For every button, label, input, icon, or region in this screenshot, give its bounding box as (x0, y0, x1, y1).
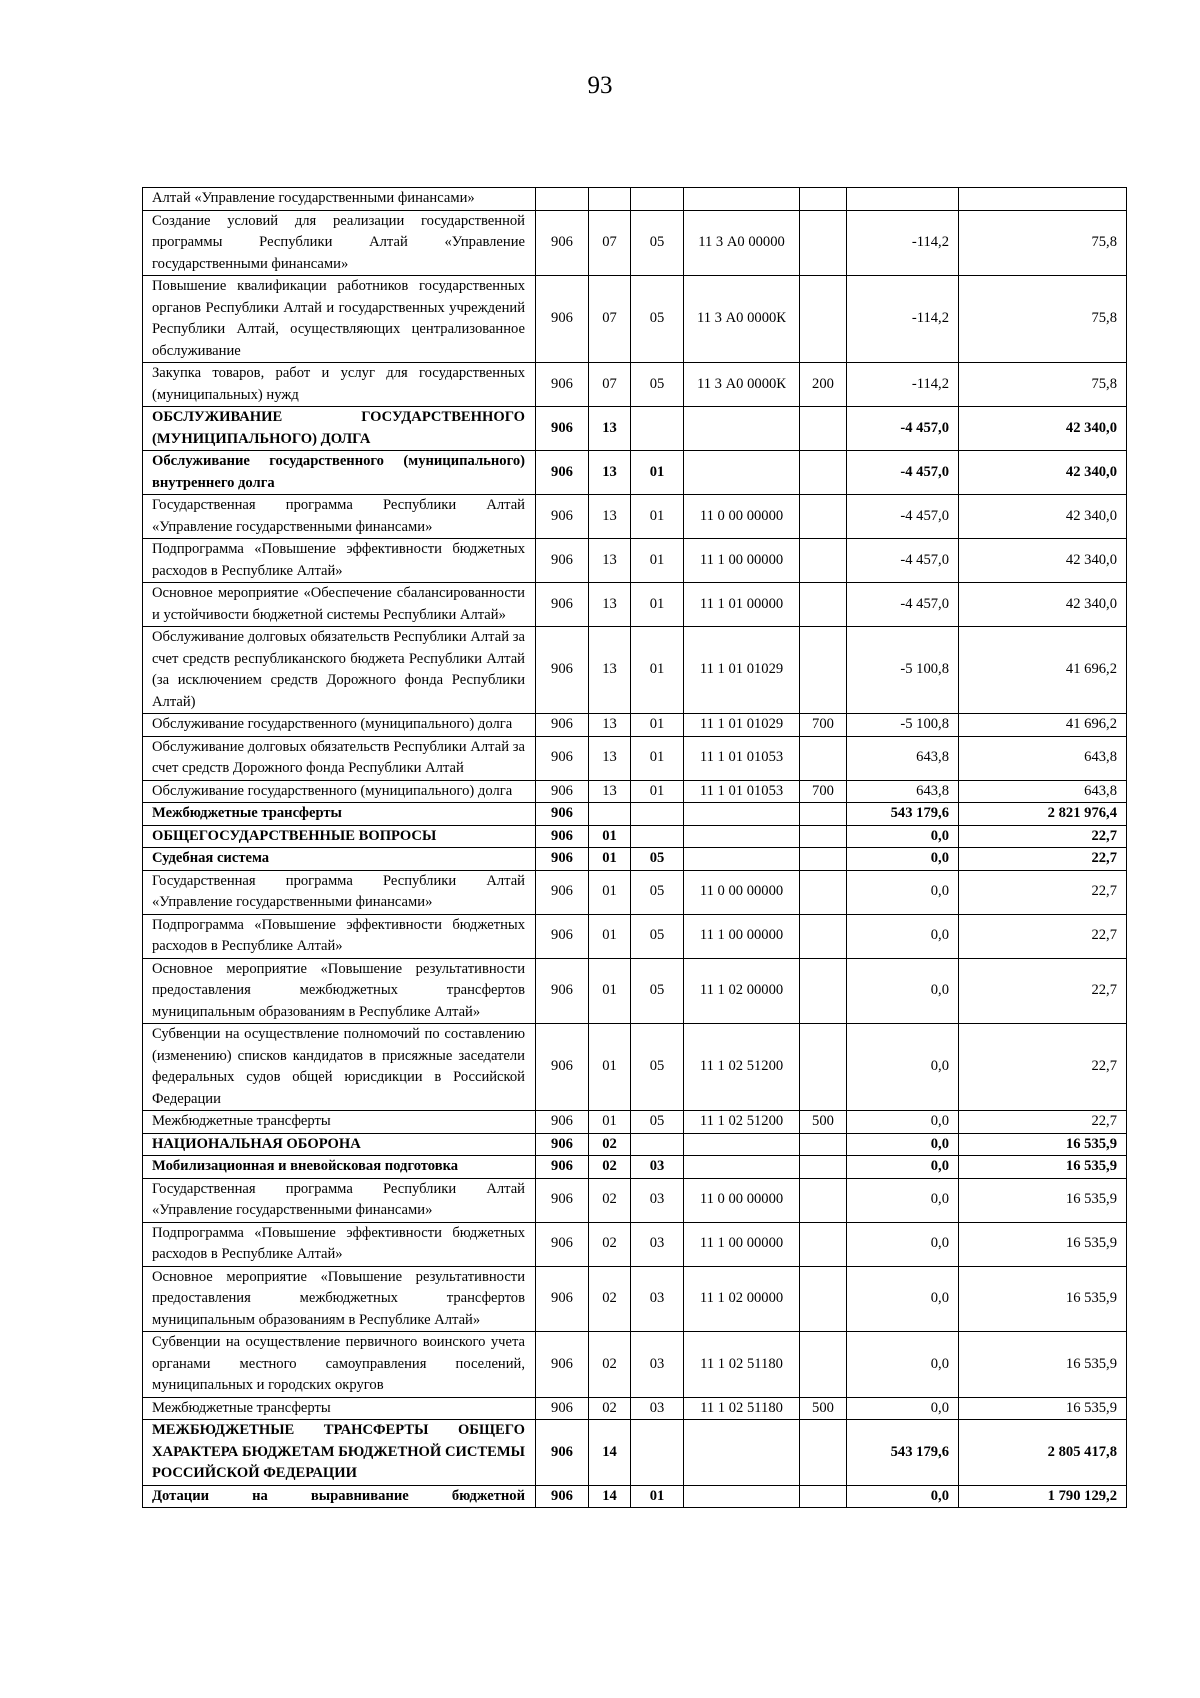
cell-name: Подпрограмма «Повышение эффективности бюджетных расходов в Республике Алтай» (143, 914, 536, 958)
cell-section: 02 (589, 1178, 631, 1222)
cell-expense-type (800, 1156, 847, 1179)
cell-amount-total: 22,7 (959, 870, 1127, 914)
cell-name: Основное мероприятие «Обеспечение сбалансированности и устойчивости бюджетной системы Республики Алтай» (143, 583, 536, 627)
cell-expense-type: 700 (800, 780, 847, 803)
cell-grbs: 906 (536, 1397, 589, 1420)
cell-amount-change: 0,0 (847, 1133, 959, 1156)
cell-name: Межбюджетные трансферты (143, 1111, 536, 1134)
cell-amount-total: 22,7 (959, 848, 1127, 871)
table-row (143, 1111, 1127, 1134)
cell-expense-type (800, 736, 847, 780)
cell-amount-change: 0,0 (847, 1266, 959, 1332)
cell-amount-change: 0,0 (847, 958, 959, 1024)
cell-target-article: 11 1 01 01029 (684, 627, 800, 714)
cell-name: Межбюджетные трансферты (143, 1397, 536, 1420)
cell-name: НАЦИОНАЛЬНАЯ ОБОРОНА (143, 1133, 536, 1156)
cell-grbs: 906 (536, 407, 589, 451)
cell-section: 02 (589, 1222, 631, 1266)
cell-expense-type: 200 (800, 363, 847, 407)
table-row (143, 1024, 1127, 1111)
cell-target-article: 11 1 00 00000 (684, 539, 800, 583)
cell-amount-total: 75,8 (959, 210, 1127, 276)
cell-expense-type (800, 539, 847, 583)
table-row (143, 1332, 1127, 1398)
cell-grbs: 906 (536, 803, 589, 826)
cell-expense-type (800, 870, 847, 914)
cell-grbs: 906 (536, 495, 589, 539)
cell-name: Государственная программа Республики Алтай «Управление государственными финансами» (143, 870, 536, 914)
cell-section: 14 (589, 1420, 631, 1486)
cell-target-article: 11 3 А0 0000К (684, 363, 800, 407)
cell-expense-type (800, 583, 847, 627)
cell-expense-type (800, 1266, 847, 1332)
cell-name: Субвенции на осуществление полномочий по составлению (изменению) списков кандидатов в присяжные заседатели федеральных судов общей юрисдикции в Российской Федерации (143, 1024, 536, 1111)
cell-name: Государственная программа Республики Алтай «Управление государственными финансами» (143, 495, 536, 539)
cell-name: Повышение квалификации работников государственных органов Республики Алтай и государственных учреждений Республики Алтай, осуществляющих централизованное обслуживание (143, 276, 536, 363)
cell-section: 01 (589, 870, 631, 914)
table-row (143, 1178, 1127, 1222)
table-row (143, 780, 1127, 803)
cell-amount-change: -4 457,0 (847, 407, 959, 451)
table-row (143, 1485, 1127, 1508)
cell-target-article: 11 1 02 51200 (684, 1024, 800, 1111)
cell-amount-total: 22,7 (959, 1111, 1127, 1134)
table-row (143, 1222, 1127, 1266)
cell-grbs: 906 (536, 825, 589, 848)
cell-target-article (684, 1485, 800, 1508)
cell-name: Обслуживание государственного (муниципального) долга (143, 780, 536, 803)
cell-name: Алтай «Управление государственными финансами» (143, 188, 536, 211)
table-row (143, 210, 1127, 276)
table-row (143, 583, 1127, 627)
cell-subsection: 01 (631, 1485, 684, 1508)
cell-amount-total: 22,7 (959, 958, 1127, 1024)
cell-amount-change: -5 100,8 (847, 714, 959, 737)
table-row (143, 958, 1127, 1024)
table-row (143, 188, 1127, 211)
cell-target-article (684, 407, 800, 451)
cell-subsection: 01 (631, 714, 684, 737)
cell-amount-total: 75,8 (959, 363, 1127, 407)
cell-amount-change: 643,8 (847, 736, 959, 780)
cell-expense-type (800, 210, 847, 276)
cell-name: Обслуживание государственного (муниципального) внутреннего долга (143, 451, 536, 495)
cell-subsection (631, 825, 684, 848)
cell-target-article: 11 1 00 00000 (684, 1222, 800, 1266)
cell-amount-total: 16 535,9 (959, 1397, 1127, 1420)
cell-amount-total: 16 535,9 (959, 1332, 1127, 1398)
cell-expense-type (800, 803, 847, 826)
cell-subsection (631, 188, 684, 211)
cell-amount-change: -114,2 (847, 276, 959, 363)
cell-amount-total: 2 805 417,8 (959, 1420, 1127, 1486)
page-number: 93 (587, 72, 613, 99)
cell-section: 13 (589, 780, 631, 803)
cell-name: Создание условий для реализации государственной программы Республики Алтай «Управление государственными финансами» (143, 210, 536, 276)
cell-name: Обслуживание долговых обязательств Республики Алтай за счет средств Дорожного фонда Республики Алтай (143, 736, 536, 780)
cell-grbs: 906 (536, 583, 589, 627)
cell-subsection: 03 (631, 1266, 684, 1332)
cell-expense-type (800, 1024, 847, 1111)
cell-subsection: 03 (631, 1222, 684, 1266)
cell-grbs (536, 188, 589, 211)
cell-target-article (684, 188, 800, 211)
cell-amount-total: 42 340,0 (959, 451, 1127, 495)
cell-expense-type (800, 1485, 847, 1508)
cell-amount-change (847, 188, 959, 211)
cell-target-article: 11 1 02 00000 (684, 1266, 800, 1332)
cell-amount-change: 0,0 (847, 825, 959, 848)
cell-grbs: 906 (536, 276, 589, 363)
cell-expense-type (800, 1222, 847, 1266)
cell-section: 01 (589, 825, 631, 848)
cell-section: 01 (589, 1111, 631, 1134)
cell-expense-type (800, 914, 847, 958)
cell-grbs: 906 (536, 1332, 589, 1398)
table-row (143, 848, 1127, 871)
cell-expense-type (800, 1178, 847, 1222)
cell-name: Судебная система (143, 848, 536, 871)
cell-expense-type (800, 825, 847, 848)
cell-amount-change: -5 100,8 (847, 627, 959, 714)
cell-subsection: 01 (631, 495, 684, 539)
cell-target-article (684, 1156, 800, 1179)
cell-expense-type: 700 (800, 714, 847, 737)
cell-target-article: 11 1 01 01053 (684, 736, 800, 780)
cell-grbs: 906 (536, 714, 589, 737)
cell-target-article: 11 1 01 00000 (684, 583, 800, 627)
cell-amount-change: 0,0 (847, 1397, 959, 1420)
cell-target-article: 11 1 02 51180 (684, 1397, 800, 1420)
cell-name: Межбюджетные трансферты (143, 803, 536, 826)
cell-section: 02 (589, 1332, 631, 1398)
cell-subsection: 05 (631, 958, 684, 1024)
cell-section: 01 (589, 914, 631, 958)
cell-expense-type (800, 848, 847, 871)
cell-amount-total: 22,7 (959, 825, 1127, 848)
cell-amount-total: 16 535,9 (959, 1222, 1127, 1266)
table-row (143, 1133, 1127, 1156)
cell-target-article: 11 1 02 00000 (684, 958, 800, 1024)
cell-subsection: 05 (631, 363, 684, 407)
cell-section: 13 (589, 539, 631, 583)
cell-subsection: 05 (631, 870, 684, 914)
cell-expense-type: 500 (800, 1111, 847, 1134)
cell-target-article: 11 0 00 00000 (684, 870, 800, 914)
cell-amount-total: 41 696,2 (959, 714, 1127, 737)
table-row (143, 407, 1127, 451)
table-row (143, 736, 1127, 780)
cell-subsection: 03 (631, 1156, 684, 1179)
cell-target-article (684, 1420, 800, 1486)
cell-grbs: 906 (536, 736, 589, 780)
table-row (143, 495, 1127, 539)
cell-amount-change: -114,2 (847, 210, 959, 276)
cell-name: Закупка товаров, работ и услуг для государственных (муниципальных) нужд (143, 363, 536, 407)
cell-subsection (631, 1420, 684, 1486)
cell-name: ОБЩЕГОСУДАРСТВЕННЫЕ ВОПРОСЫ (143, 825, 536, 848)
cell-name: МЕЖБЮДЖЕТНЫЕ ТРАНСФЕРТЫ ОБЩЕГО ХАРАКТЕРА БЮДЖЕТАМ БЮДЖЕТНОЙ СИСТЕМЫ РОССИЙСКОЙ ФЕДЕРАЦИИ (143, 1420, 536, 1486)
cell-amount-total: 2 821 976,4 (959, 803, 1127, 826)
cell-amount-change: 0,0 (847, 1332, 959, 1398)
cell-section: 14 (589, 1485, 631, 1508)
cell-target-article: 11 3 А0 0000К (684, 276, 800, 363)
cell-grbs: 906 (536, 848, 589, 871)
cell-target-article (684, 1133, 800, 1156)
cell-grbs: 906 (536, 958, 589, 1024)
cell-amount-total (959, 188, 1127, 211)
cell-name: ОБСЛУЖИВАНИЕ ГОСУДАРСТВЕННОГО (МУНИЦИПАЛЬНОГО) ДОЛГА (143, 407, 536, 451)
cell-name: Дотации на выравнивание бюджетной (143, 1485, 536, 1508)
cell-amount-total: 22,7 (959, 1024, 1127, 1111)
cell-amount-total: 16 535,9 (959, 1178, 1127, 1222)
cell-section: 13 (589, 451, 631, 495)
cell-amount-total: 42 340,0 (959, 495, 1127, 539)
cell-target-article: 11 0 00 00000 (684, 495, 800, 539)
cell-target-article: 11 0 00 00000 (684, 1178, 800, 1222)
cell-target-article: 11 1 02 51200 (684, 1111, 800, 1134)
cell-expense-type (800, 1420, 847, 1486)
cell-subsection: 05 (631, 276, 684, 363)
cell-amount-change: 0,0 (847, 1178, 959, 1222)
cell-name: Государственная программа Республики Алтай «Управление государственными финансами» (143, 1178, 536, 1222)
cell-grbs: 906 (536, 1485, 589, 1508)
cell-amount-change: 0,0 (847, 1222, 959, 1266)
cell-grbs: 906 (536, 1024, 589, 1111)
cell-amount-change: 543 179,6 (847, 803, 959, 826)
table-row (143, 1420, 1127, 1486)
cell-grbs: 906 (536, 1111, 589, 1134)
cell-amount-total: 643,8 (959, 780, 1127, 803)
cell-amount-change: -4 457,0 (847, 451, 959, 495)
cell-section: 07 (589, 363, 631, 407)
cell-expense-type (800, 188, 847, 211)
cell-name: Основное мероприятие «Повышение результативности предоставления межбюджетных трансфертов муниципальным образованиям в Республике Алтай» (143, 958, 536, 1024)
cell-amount-change: 0,0 (847, 1156, 959, 1179)
cell-amount-total: 16 535,9 (959, 1133, 1127, 1156)
cell-target-article: 11 1 01 01029 (684, 714, 800, 737)
cell-subsection: 05 (631, 210, 684, 276)
table-row (143, 714, 1127, 737)
cell-amount-total: 42 340,0 (959, 539, 1127, 583)
cell-expense-type: 500 (800, 1397, 847, 1420)
table-row (143, 870, 1127, 914)
cell-expense-type (800, 451, 847, 495)
table-row (143, 1156, 1127, 1179)
cell-amount-change: 0,0 (847, 1485, 959, 1508)
table-row (143, 914, 1127, 958)
table-row (143, 627, 1127, 714)
cell-section: 01 (589, 848, 631, 871)
cell-amount-total: 22,7 (959, 914, 1127, 958)
cell-grbs: 906 (536, 539, 589, 583)
cell-amount-total: 75,8 (959, 276, 1127, 363)
cell-grbs: 906 (536, 1178, 589, 1222)
cell-grbs: 906 (536, 1156, 589, 1179)
cell-subsection (631, 407, 684, 451)
cell-amount-change: -4 457,0 (847, 539, 959, 583)
cell-grbs: 906 (536, 210, 589, 276)
cell-target-article: 11 3 А0 00000 (684, 210, 800, 276)
cell-subsection: 01 (631, 451, 684, 495)
cell-amount-change: 0,0 (847, 870, 959, 914)
cell-expense-type (800, 407, 847, 451)
cell-subsection: 03 (631, 1332, 684, 1398)
table-row (143, 539, 1127, 583)
cell-section (589, 803, 631, 826)
cell-section: 02 (589, 1397, 631, 1420)
cell-amount-change: 0,0 (847, 914, 959, 958)
cell-subsection: 01 (631, 539, 684, 583)
table-row (143, 1397, 1127, 1420)
cell-subsection (631, 1133, 684, 1156)
cell-target-article (684, 848, 800, 871)
cell-subsection: 03 (631, 1178, 684, 1222)
cell-grbs: 906 (536, 1133, 589, 1156)
cell-section: 13 (589, 495, 631, 539)
cell-section: 01 (589, 958, 631, 1024)
cell-grbs: 906 (536, 1420, 589, 1486)
cell-name: Основное мероприятие «Повышение результативности предоставления межбюджетных трансфертов муниципальным образованиям в Республике Алтай» (143, 1266, 536, 1332)
cell-amount-change: -114,2 (847, 363, 959, 407)
cell-subsection: 05 (631, 848, 684, 871)
cell-section: 07 (589, 210, 631, 276)
cell-grbs: 906 (536, 451, 589, 495)
cell-subsection: 05 (631, 1111, 684, 1134)
cell-name: Обслуживание государственного (муниципального) долга (143, 714, 536, 737)
cell-expense-type (800, 276, 847, 363)
table-row (143, 1266, 1127, 1332)
cell-name: Субвенции на осуществление первичного воинского учета органами местного самоуправления поселений, муниципальных и городских округов (143, 1332, 536, 1398)
cell-grbs: 906 (536, 1222, 589, 1266)
cell-grbs: 906 (536, 870, 589, 914)
cell-target-article: 11 1 00 00000 (684, 914, 800, 958)
cell-section: 02 (589, 1133, 631, 1156)
cell-name: Подпрограмма «Повышение эффективности бюджетных расходов в Республике Алтай» (143, 539, 536, 583)
cell-name: Обслуживание долговых обязательств Республики Алтай за счет средств республиканского бюджета Республики Алтай (за исключением средств Дорожного фонда Республики Алтай) (143, 627, 536, 714)
cell-grbs: 906 (536, 914, 589, 958)
cell-section (589, 188, 631, 211)
cell-amount-total: 42 340,0 (959, 583, 1127, 627)
table-body (143, 188, 1127, 1508)
cell-section: 02 (589, 1266, 631, 1332)
cell-amount-total: 41 696,2 (959, 627, 1127, 714)
cell-subsection: 05 (631, 1024, 684, 1111)
cell-expense-type (800, 1133, 847, 1156)
cell-expense-type (800, 958, 847, 1024)
cell-section: 13 (589, 407, 631, 451)
cell-amount-change: 0,0 (847, 1111, 959, 1134)
cell-amount-total: 1 790 129,2 (959, 1485, 1127, 1508)
cell-amount-change: -4 457,0 (847, 495, 959, 539)
cell-amount-total: 42 340,0 (959, 407, 1127, 451)
cell-section: 13 (589, 627, 631, 714)
cell-name: Мобилизационная и вневойсковая подготовка (143, 1156, 536, 1179)
cell-target-article: 11 1 01 01053 (684, 780, 800, 803)
cell-expense-type (800, 627, 847, 714)
cell-amount-change: 0,0 (847, 1024, 959, 1111)
table-row (143, 451, 1127, 495)
cell-amount-change: 543 179,6 (847, 1420, 959, 1486)
cell-name: Подпрограмма «Повышение эффективности бюджетных расходов в Республике Алтай» (143, 1222, 536, 1266)
cell-target-article (684, 451, 800, 495)
table-row (143, 363, 1127, 407)
cell-section: 13 (589, 736, 631, 780)
cell-subsection: 01 (631, 583, 684, 627)
table-row (143, 803, 1127, 826)
budget-table (142, 187, 1127, 1508)
cell-grbs: 906 (536, 780, 589, 803)
cell-grbs: 906 (536, 1266, 589, 1332)
table-row (143, 276, 1127, 363)
cell-amount-total: 16 535,9 (959, 1266, 1127, 1332)
cell-subsection: 03 (631, 1397, 684, 1420)
cell-amount-change: 0,0 (847, 848, 959, 871)
cell-target-article (684, 803, 800, 826)
cell-grbs: 906 (536, 363, 589, 407)
cell-subsection (631, 803, 684, 826)
cell-subsection: 01 (631, 780, 684, 803)
cell-target-article (684, 825, 800, 848)
cell-expense-type (800, 495, 847, 539)
cell-section: 07 (589, 276, 631, 363)
cell-section: 13 (589, 583, 631, 627)
cell-subsection: 01 (631, 627, 684, 714)
cell-amount-total: 16 535,9 (959, 1156, 1127, 1179)
table-row (143, 825, 1127, 848)
cell-target-article: 11 1 02 51180 (684, 1332, 800, 1398)
cell-amount-total: 643,8 (959, 736, 1127, 780)
cell-subsection: 01 (631, 736, 684, 780)
cell-amount-change: -4 457,0 (847, 583, 959, 627)
cell-amount-change: 643,8 (847, 780, 959, 803)
cell-section: 02 (589, 1156, 631, 1179)
cell-section: 01 (589, 1024, 631, 1111)
cell-expense-type (800, 1332, 847, 1398)
cell-subsection: 05 (631, 914, 684, 958)
cell-grbs: 906 (536, 627, 589, 714)
cell-section: 13 (589, 714, 631, 737)
